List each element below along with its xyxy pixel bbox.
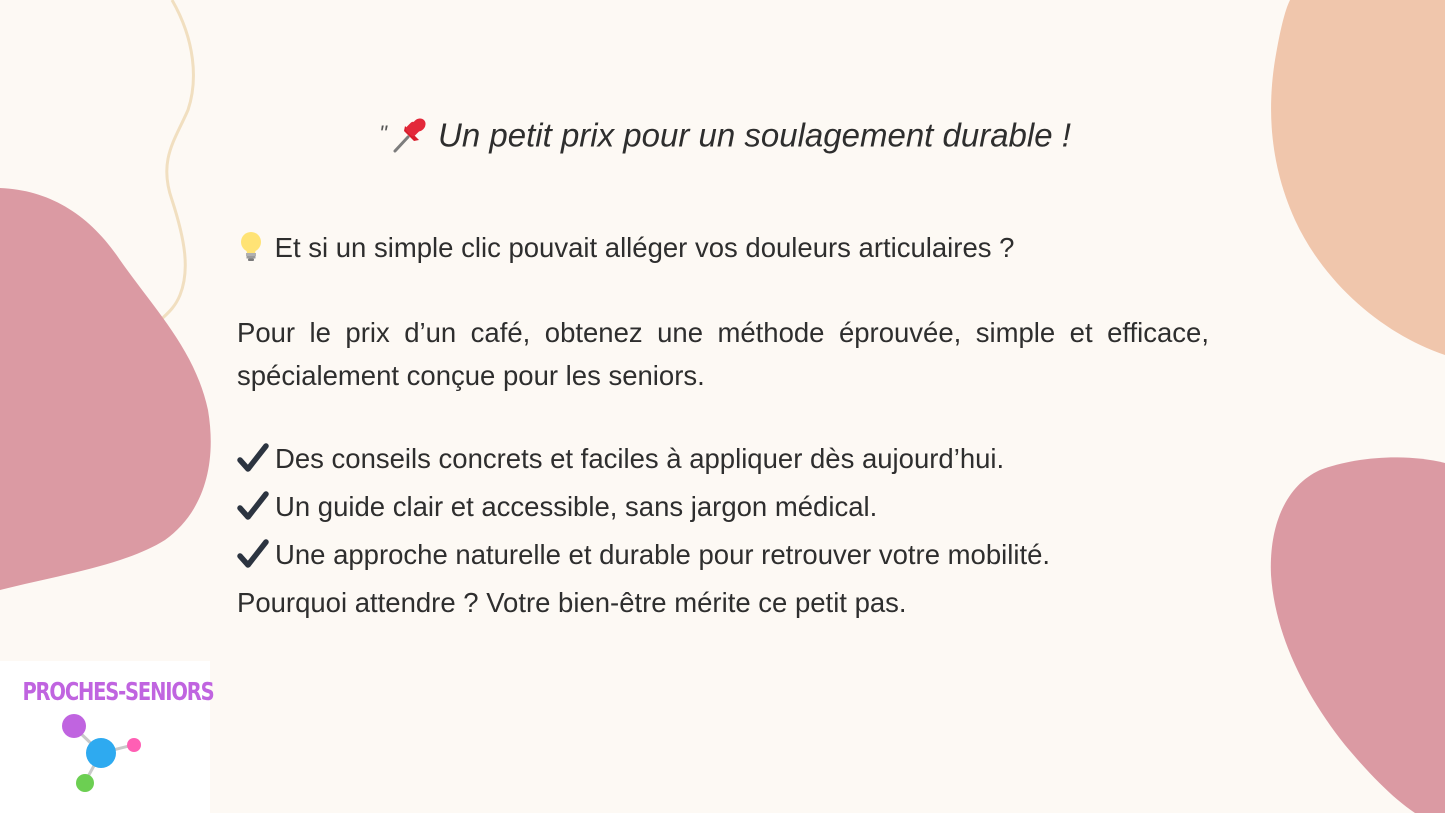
spacer (237, 271, 1209, 311)
quote-mark: " (379, 120, 387, 146)
lightbulb-icon (237, 228, 267, 271)
left-pink-blob (0, 180, 215, 600)
proches-seniors-logo[interactable] (0, 661, 214, 813)
benefit-item (237, 437, 1209, 485)
spacer (237, 397, 1209, 437)
logo-text: PROCHES-SENIORS (22, 677, 214, 706)
benefit-text: Des conseils concrets et faciles à appliquer dès aujourd’hui. (275, 443, 1005, 475)
main-content (237, 226, 1209, 624)
benefit-text: Un guide clair et accessible, sans jargon médical. (275, 491, 878, 523)
closing-line: Pourquoi attendre ? Votre bien-être mérite ce petit pas. (237, 587, 907, 619)
description-paragraph: Pour le prix d’un café, obtenez une méthode éprouvée, simple et efficace, spécialement conçue pour les seniors. (237, 317, 1209, 392)
molecule-icon (50, 707, 150, 797)
bottom-right-pink-blob (1265, 455, 1445, 813)
checkmark-icon (237, 538, 269, 581)
intro-line (237, 226, 1209, 271)
pushpin-icon (389, 116, 429, 160)
benefit-item (237, 533, 1209, 581)
top-right-peach-blob (1265, 0, 1445, 360)
benefit-item (237, 485, 1209, 533)
headline-text: Un petit prix pour un soulagement durable ! (438, 116, 1071, 154)
checkmark-icon (237, 442, 269, 485)
intro-text: Et si un simple clic pouvait alléger vos douleurs articulaires ? (274, 232, 1015, 263)
benefit-text: Une approche naturelle et durable pour retrouver votre mobilité. (275, 539, 1051, 571)
headline (230, 116, 1220, 160)
checkmark-icon (237, 490, 269, 533)
